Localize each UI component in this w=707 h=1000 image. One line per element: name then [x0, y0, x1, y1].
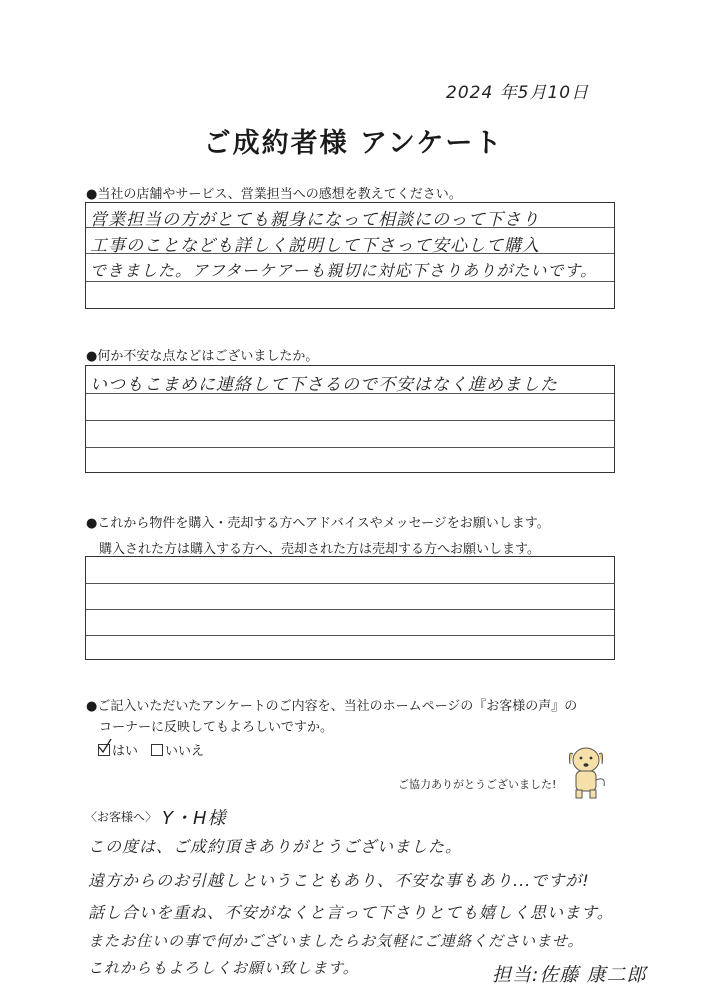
customer-label: 〈お客様へ〉	[85, 810, 158, 824]
question-1: ●当社の店舗やサービス、営業担当への感想を教えてください。	[86, 187, 462, 202]
option-no[interactable]	[151, 740, 204, 759]
staff-signature: 担当:佐藤 康二郎	[492, 964, 647, 986]
question-4-line-2: コーナーに反映してもよろしいですか。	[99, 720, 334, 735]
answer-1-line-1: 営業担当の方がとても親身になって相談にのって下さり	[90, 210, 540, 230]
answer-2-line-1: いつもこまめに連絡して下さるので不安はなく進めました	[90, 375, 558, 395]
option-yes[interactable]	[98, 740, 138, 759]
answer-box-2	[85, 365, 615, 473]
checkbox-yes-checked[interactable]	[98, 744, 110, 756]
answer-1-line-3: できました。アフターケアーも親切に対応下さりありがたいです。	[90, 261, 598, 280]
question-3: ●これから物件を購入・売却する方へアドバイスやメッセージをお願いします。	[86, 516, 550, 531]
checkbox-no[interactable]	[151, 744, 163, 756]
option-yes-label: はい	[112, 744, 139, 759]
answer-box-3	[85, 556, 615, 660]
message-line-3: 話し合いを重ね、不安がなくと言って下さりとても嬉しく思います。	[88, 903, 614, 922]
customer-name: Y・H様	[162, 808, 227, 829]
check-mark-icon	[98, 738, 112, 754]
page-title: ご成約者様 アンケート	[203, 128, 504, 159]
dog-mascot-icon	[562, 740, 610, 800]
message-line-1: この度は、ご成約頂きありがとうございました。	[88, 837, 463, 856]
message-line-5: これからもよろしくお願い致します。	[88, 959, 359, 977]
question-3-note: 購入された方は購入する方へ、売却された方は売却する方へお願いします。	[99, 542, 540, 557]
survey-date: 2024 年5月10日	[446, 83, 590, 103]
message-line-2: 遠方からのお引越しということもあり、不安な事もあり...ですが!	[88, 871, 590, 890]
answer-1-line-2: 工事のことなども詳しく説明して下さって安心して購入	[90, 236, 540, 256]
option-no-label: いいえ	[165, 744, 205, 759]
question-2: ●何か不安な点などはございましたか。	[86, 349, 319, 364]
thanks-message: ご協力ありがとうございました!	[398, 778, 557, 791]
question-4: ●ご記入いただいたアンケートのご内容を、当社のホームページの『お客様の声』の	[86, 699, 578, 714]
answer-box-1	[85, 202, 615, 309]
message-line-4: またお住いの事で何かございましたらお気軽にご連絡くださいませ。	[88, 932, 584, 950]
